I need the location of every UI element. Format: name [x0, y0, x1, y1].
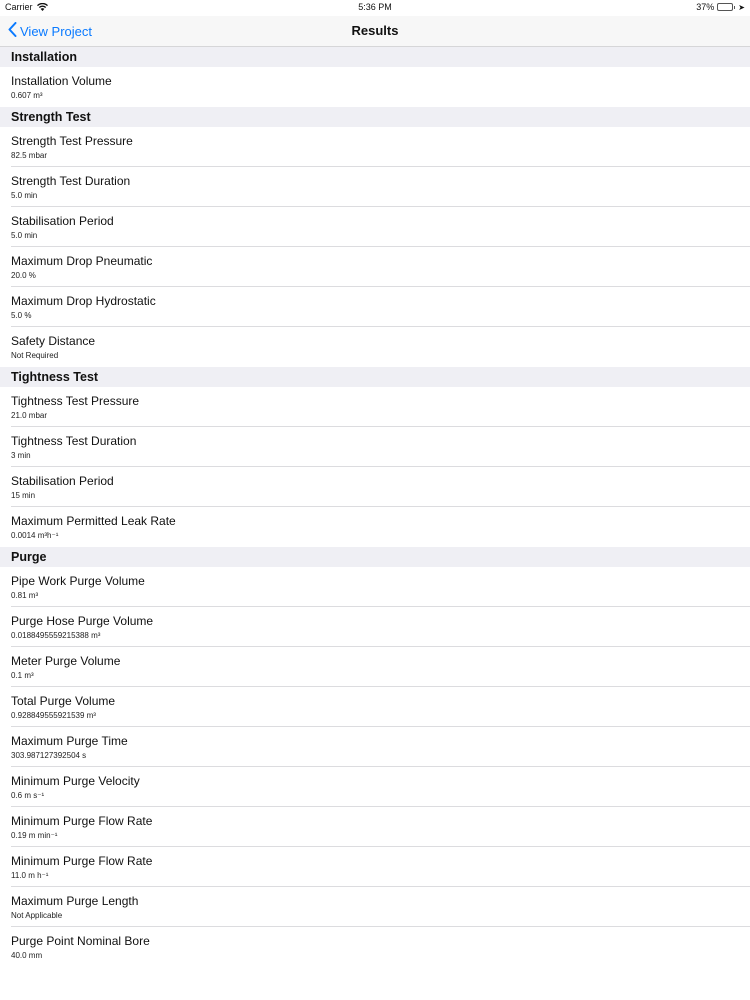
section-header: Installation [0, 47, 750, 67]
result-title: Tightness Test Pressure [11, 394, 140, 408]
result-value: Not Required [11, 351, 59, 360]
result-row [0, 807, 750, 847]
result-value: 82.5 mbar [11, 151, 48, 160]
result-title: Minimum Purge Velocity [11, 774, 140, 788]
result-title: Maximum Drop Hydrostatic [11, 294, 156, 308]
result-row [0, 687, 750, 727]
result-row [0, 287, 750, 327]
charging-icon: ➤ [738, 2, 745, 12]
result-title: Tightness Test Duration [11, 434, 137, 448]
results-list [0, 47, 750, 967]
result-row [0, 67, 750, 107]
result-title: Strength Test Pressure [11, 134, 133, 148]
result-row [0, 647, 750, 687]
navigation-bar [0, 16, 750, 47]
battery-icon [717, 3, 735, 11]
result-row [0, 507, 750, 547]
result-row [0, 327, 750, 367]
result-title: Strength Test Duration [11, 174, 131, 188]
result-row [0, 247, 750, 287]
result-value: 303.987127392504 s [11, 751, 87, 760]
result-title: Stabilisation Period [11, 214, 114, 228]
result-title: Stabilisation Period [11, 474, 114, 488]
result-value: 5.0 min [11, 231, 38, 240]
result-value: 0.928849555921539 m³ [11, 711, 96, 720]
result-value: Not Applicable [11, 911, 63, 920]
result-value: 5.0 % [11, 311, 32, 320]
result-title: Maximum Permitted Leak Rate [11, 514, 176, 528]
result-value: 40.0 mm [11, 951, 43, 960]
result-value: 20.0 % [11, 271, 36, 280]
result-value: 11.0 m h⁻¹ [11, 871, 49, 880]
result-row [0, 887, 750, 927]
status-time: 5:36 PM [358, 2, 392, 12]
result-row [0, 467, 750, 507]
result-row [0, 727, 750, 767]
result-row [0, 847, 750, 887]
result-value: 0.81 m³ [11, 591, 39, 600]
result-row [0, 567, 750, 607]
result-row [0, 427, 750, 467]
result-title: Purge Point Nominal Bore [11, 934, 150, 948]
section-header: Strength Test [0, 107, 750, 127]
result-row [0, 207, 750, 247]
section-header: Purge [0, 547, 750, 567]
result-value: 5.0 min [11, 191, 38, 200]
result-title: Installation Volume [11, 74, 112, 88]
carrier-label: Carrier [5, 2, 33, 12]
result-title: Safety Distance [11, 334, 96, 348]
result-value: 0.6 m s⁻¹ [11, 791, 45, 800]
result-title: Total Purge Volume [11, 694, 116, 708]
result-value: 0.19 m min⁻¹ [11, 831, 58, 840]
result-row [0, 127, 750, 167]
result-value: 0.0188495559215388 m³ [11, 631, 101, 640]
result-value: 0.607 m³ [11, 91, 43, 100]
result-row [0, 167, 750, 207]
status-right [696, 2, 745, 12]
result-title: Minimum Purge Flow Rate [11, 814, 153, 828]
result-title: Purge Hose Purge Volume [11, 614, 154, 628]
result-value: 3 min [11, 451, 31, 460]
status-bar [0, 0, 750, 16]
result-value: 21.0 mbar [11, 411, 48, 420]
result-row [0, 927, 750, 967]
back-button-label: View Project [20, 23, 93, 39]
result-value: 0.0014 m³h⁻¹ [11, 531, 59, 540]
result-title: Meter Purge Volume [11, 654, 121, 668]
result-title: Pipe Work Purge Volume [11, 574, 145, 588]
result-value: 0.1 m³ [11, 671, 34, 680]
page-title: Results [351, 23, 399, 38]
result-title: Minimum Purge Flow Rate [11, 854, 153, 868]
result-row [0, 387, 750, 427]
result-title: Maximum Purge Time [11, 734, 128, 748]
result-row [0, 607, 750, 647]
result-title: Maximum Purge Length [11, 894, 139, 908]
result-value: 15 min [11, 491, 36, 500]
battery-percent: 37% [696, 2, 715, 12]
section-header: Tightness Test [0, 367, 750, 387]
result-row [0, 767, 750, 807]
result-title: Maximum Drop Pneumatic [11, 254, 153, 268]
